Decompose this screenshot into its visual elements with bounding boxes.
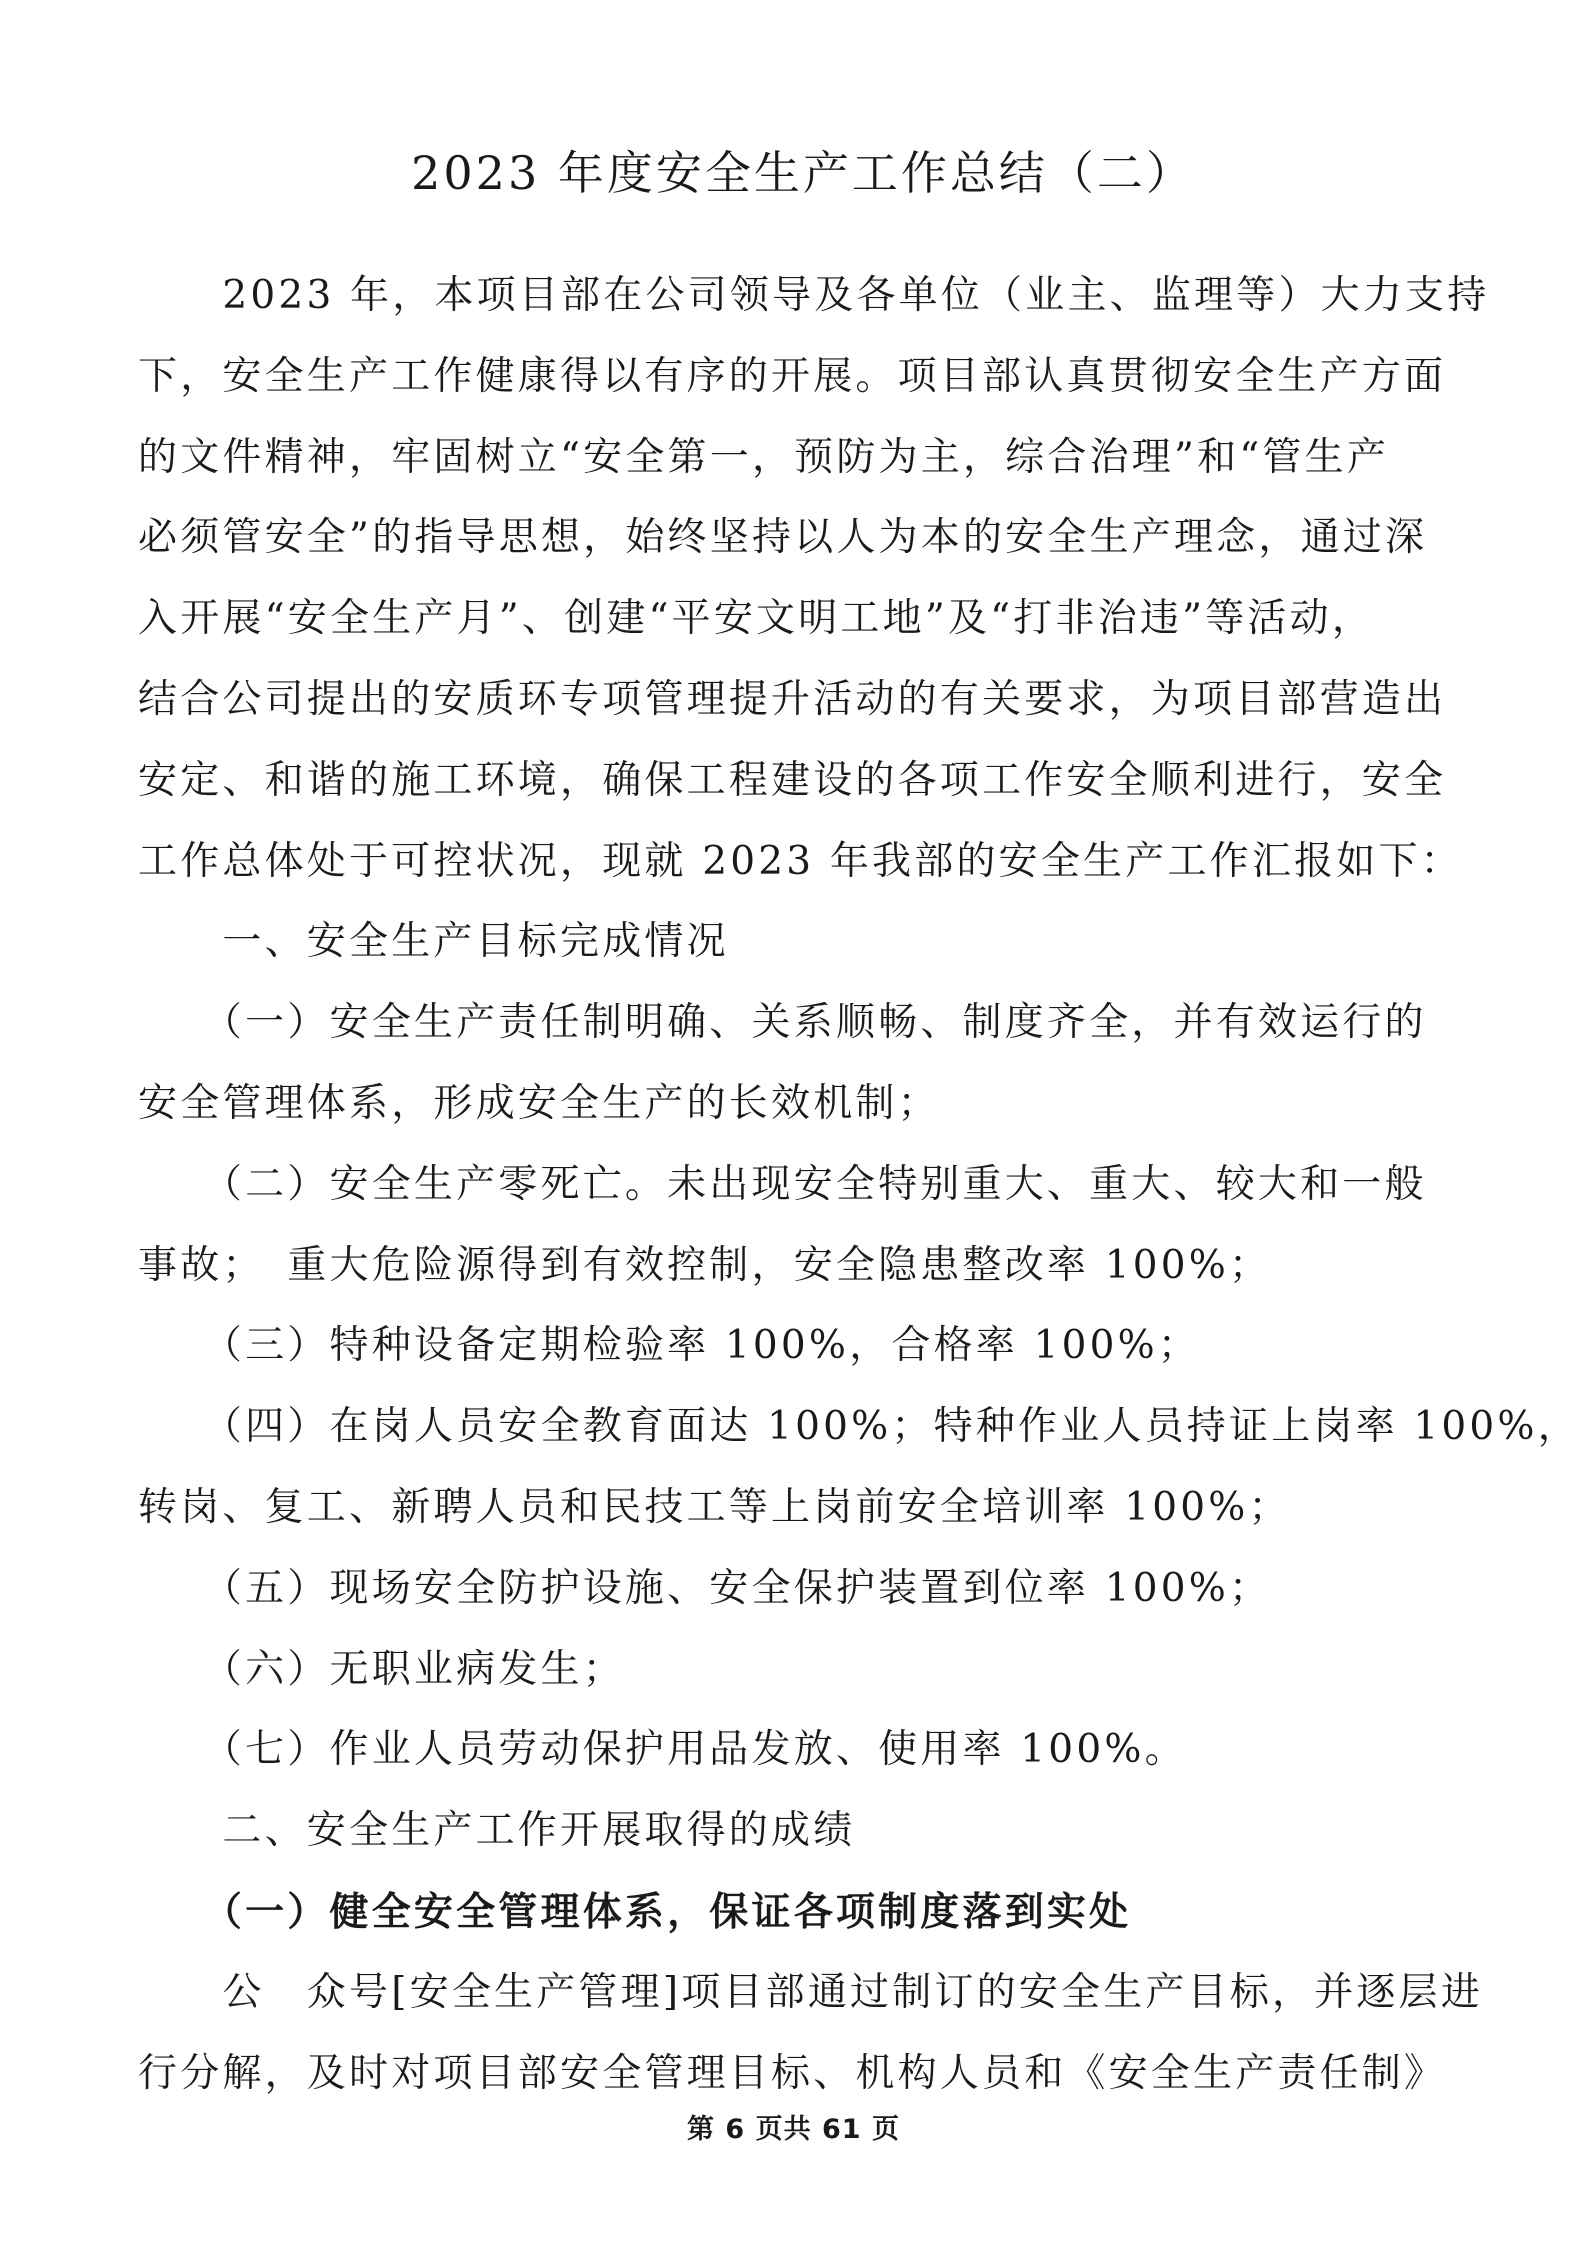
paragraph-line: 结合公司提出的安质环专项管理提升活动的有关要求，为项目部营造出 (138, 676, 1447, 722)
paragraph-line: 安定、和谐的施工环境，确保工程建设的各项工作安全顺利进行，安全 (138, 757, 1447, 803)
list-item-line: （七）作业人员劳动保护用品发放、使用率 100%。 (138, 1727, 1187, 1773)
document-body (138, 256, 1580, 2114)
list-item-line: 安全管理体系，形成安全生产的长效机制； (138, 1080, 940, 1126)
list-item-line: （四）在岗人员安全教育面达 100%；特种作业人员持证上岗率 100%， (138, 1404, 1580, 1450)
list-item-line: （三）特种设备定期检验率 100%，合格率 100%； (138, 1323, 1201, 1369)
paragraph-line: 必须管安全”的指导思想，始终坚持以人为本的安全生产理念，通过深 (138, 515, 1428, 561)
paragraph-line: 下，安全生产工作健康得以有序的开展。项目部认真贯彻安全生产方面 (138, 353, 1447, 399)
subsection-heading: （一）健全安全管理体系，保证各项制度落到实处 (138, 1888, 1132, 1935)
list-item-line: 转岗、复工、新聘人员和民技工等上岗前安全培训率 100%； (138, 1484, 1291, 1530)
list-item-line: （六）无职业病发生； (138, 1646, 625, 1692)
paragraph-line: 的文件精神，牢固树立“安全第一，预防为主，综合治理”和“管生产 (138, 434, 1390, 480)
section-heading: 一、安全生产目标完成情况 (138, 919, 729, 965)
document-title: 2023 年度安全生产工作总结（二） (411, 146, 1195, 200)
paragraph-line: 公 众号[安全生产管理]项目部通过制订的安全生产目标，并逐层进 (138, 1969, 1484, 2015)
section-heading: 二、安全生产工作开展取得的成绩 (138, 1808, 856, 1854)
paragraph-line: 入开展“安全生产月”、创建“平安文明工地”及“打非治违”等活动， (138, 596, 1375, 642)
list-item-line: （一）安全生产责任制明确、关系顺畅、制度齐全，并有效运行的 (138, 1000, 1427, 1046)
page-number: 第 6 页共 61 页 (687, 2114, 900, 2145)
paragraph-line: 工作总体处于可控状况，现就 2023 年我部的安全生产工作汇报如下： (138, 838, 1463, 884)
paragraph-line: 2023 年，本项目部在公司领导及各单位（业主、监理等）大力支持 (138, 273, 1490, 318)
list-item-line: （二）安全生产零死亡。未出现安全特别重大、重大、较大和一般 (138, 1161, 1427, 1207)
list-item-line: 事故； 重大危险源得到有效控制，安全隐患整改率 100%； (138, 1242, 1272, 1288)
paragraph-line: 行分解，及时对项目部安全管理目标、机构人员和《安全生产责任制》 (138, 2050, 1447, 2096)
list-item-line: （五）现场安全防护设施、安全保护装置到位率 100%； (138, 1565, 1272, 1611)
